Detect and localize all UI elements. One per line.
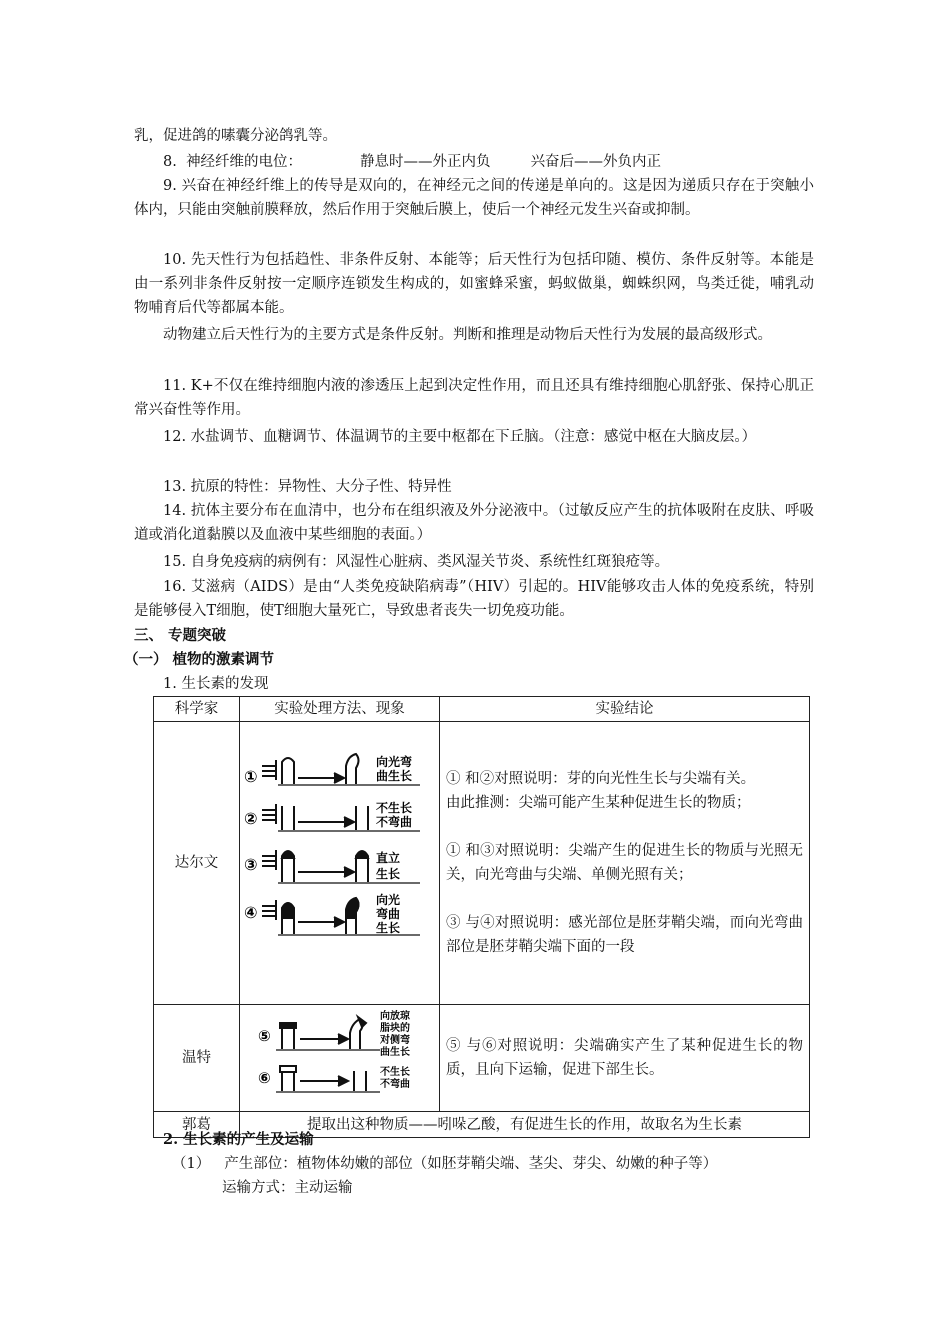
result-1a: 向光弯: [376, 755, 413, 769]
result-6b: 不弯曲: [380, 1079, 410, 1090]
header-conclusion: 实验结论: [440, 697, 810, 722]
went-figure-cell: [240, 1005, 440, 1112]
result-4c: 生长: [376, 921, 401, 935]
label-3: ③: [244, 855, 258, 874]
conclusion-1-3: ① 和③对照说明：尖端产生的促进生长的物质与光照无关，向光弯曲与尖端、单侧光照有关；: [446, 843, 803, 883]
result-6a: 不生长: [380, 1067, 410, 1078]
paragraph-8: [134, 150, 814, 174]
table-row-darwin: [154, 722, 810, 1005]
resting-potential: 静息时——外正内负: [360, 154, 491, 170]
paragraph-15: 15. 自身免疫病的病例有：风湿性心脏病、类风湿关节炎、系统性红斑狼疮等。: [163, 554, 670, 570]
label-4: ④: [244, 903, 258, 922]
result-2a: 不生长: [376, 801, 413, 815]
scientist-guoge: 郭葛: [154, 1112, 240, 1138]
label-6: ⑥: [258, 1069, 271, 1087]
item-heading-1: 1. 生长素的发现: [163, 676, 269, 692]
subitem-number: （1）: [172, 1156, 211, 1172]
subitem-1: [172, 1152, 822, 1176]
auxin-discovery-table: [153, 696, 810, 1138]
conclusion-5-6: ⑤ 与⑥对照说明：尖端确实产生了某种促进生长的物质，且向下运输，促进下部生长。: [446, 1038, 803, 1078]
header-method: 实验处理方法、现象: [240, 697, 440, 722]
header-scientist: 科学家: [154, 697, 240, 722]
excited-potential: 兴奋后——外负内正: [530, 154, 662, 170]
conclusion-inference: 由此推测：尖端可能产生某种促进生长的物质；: [446, 795, 751, 811]
result-5c: 对侧弯: [380, 1035, 410, 1046]
result-1b: 曲生长: [376, 769, 413, 783]
conclusion-1-2: ① 和②对照说明：芽的向光性生长与尖端有关。: [446, 771, 756, 787]
paragraph-11: 11. K+不仅在维持细胞内液的渗透压上起到决定性作用，而且还具有维持细胞心肌舒张、保持心肌正常兴奋性等作用。: [134, 378, 814, 418]
conclusion-3-4: ③ 与④对照说明：感光部位是胚芽鞘尖端，而向光弯曲部位是胚芽鞘尖端下面的一段: [446, 915, 803, 955]
paragraph-7-tail: 乳，促进鸽的嗉囊分泌鸽乳等。: [134, 128, 337, 144]
item-number: 8.: [163, 154, 177, 170]
darwin-experiment-figure: [240, 722, 440, 996]
label-5: ⑤: [258, 1027, 271, 1045]
result-3a: 直立: [376, 851, 401, 865]
paragraph-16: 16. 艾滋病（AIDS）是由“人类免疫缺陷病毒”（HIV）引起的。HIV能够攻击人体的免疫系统，特别是能够侵入T细胞，使T细胞大量死亡，导致患者丧失一切免疫功能。: [134, 579, 814, 619]
transport-mode: 运输方式：主动运输: [222, 1180, 353, 1196]
item-heading-2: 2. 生长素的产生及运输: [163, 1131, 314, 1148]
item-label: 神经纤维的电位：: [186, 154, 303, 170]
subsection-heading: （一） 植物的激素调节: [124, 651, 275, 668]
result-5d: 曲生长: [380, 1047, 410, 1058]
result-5a: 向放琼: [380, 1011, 410, 1022]
paragraph-13: 13. 抗原的特性：异物性、大分子性、特异性: [163, 479, 452, 495]
paragraph-9: 9. 兴奋在神经纤维上的传导是双向的，在神经元之间的传递是单向的。这是因为递质只存在于突触小体内，只能由突触前膜释放，然后作用于突触后膜上，使后一个神经元发生兴奋或抑制。: [134, 178, 814, 218]
went-experiment-figure: [240, 1005, 440, 1103]
result-5b: 脂块的: [380, 1023, 410, 1034]
darwin-conclusion: [440, 722, 810, 1005]
went-conclusion: [440, 1005, 810, 1112]
table-header-row: [154, 697, 810, 722]
label-2: ②: [244, 809, 258, 828]
result-4b: 弯曲: [376, 907, 401, 921]
guoge-result: 提取出这种物质——吲哚乙酸，有促进生长的作用，故取名为生长素: [240, 1112, 810, 1138]
result-2b: 不弯曲: [376, 815, 413, 829]
scientist-went: 温特: [154, 1005, 240, 1112]
paragraph-10: 10. 先天性行为包括趋性、非条件反射、本能等；后天性行为包括印随、模仿、条件反射等。本能是由一系列非条件反射按一定顺序连锁发生构成的，如蜜蜂采蜜，蚂蚁做巢，蜘蛛织网，鸟类迁徙，哺乳动物哺育后代等都属本能。: [134, 252, 814, 316]
paragraph-12: 12. 水盐调节、血糖调节、体温调节的主要中枢都在下丘脑。（注意：感觉中枢在大脑皮层。）: [163, 429, 757, 445]
section-heading: 三、 专题突破: [134, 627, 227, 644]
paragraph-10b: 动物建立后天性行为的主要方式是条件反射。判断和推理是动物后天性行为发展的最高级形式。: [163, 327, 772, 343]
table-row-went: [154, 1005, 810, 1112]
paragraph-14: 14. 抗体主要分布在血清中，也分布在组织液及外分泌液中。（过敏反应产生的抗体吸附在皮肤、呼吸道或消化道黏膜以及血液中某些细胞的表面。）: [134, 503, 814, 543]
scientist-darwin: 达尔文: [154, 722, 240, 1005]
darwin-figure-cell: [240, 722, 440, 1005]
label-1: ①: [244, 767, 258, 786]
result-4a: 向光: [376, 893, 401, 907]
production-site: 产生部位：植物体幼嫩的部位（如胚芽鞘尖端、茎尖、芽尖、幼嫩的种子等）: [224, 1156, 718, 1172]
result-3b: 生长: [376, 867, 401, 881]
